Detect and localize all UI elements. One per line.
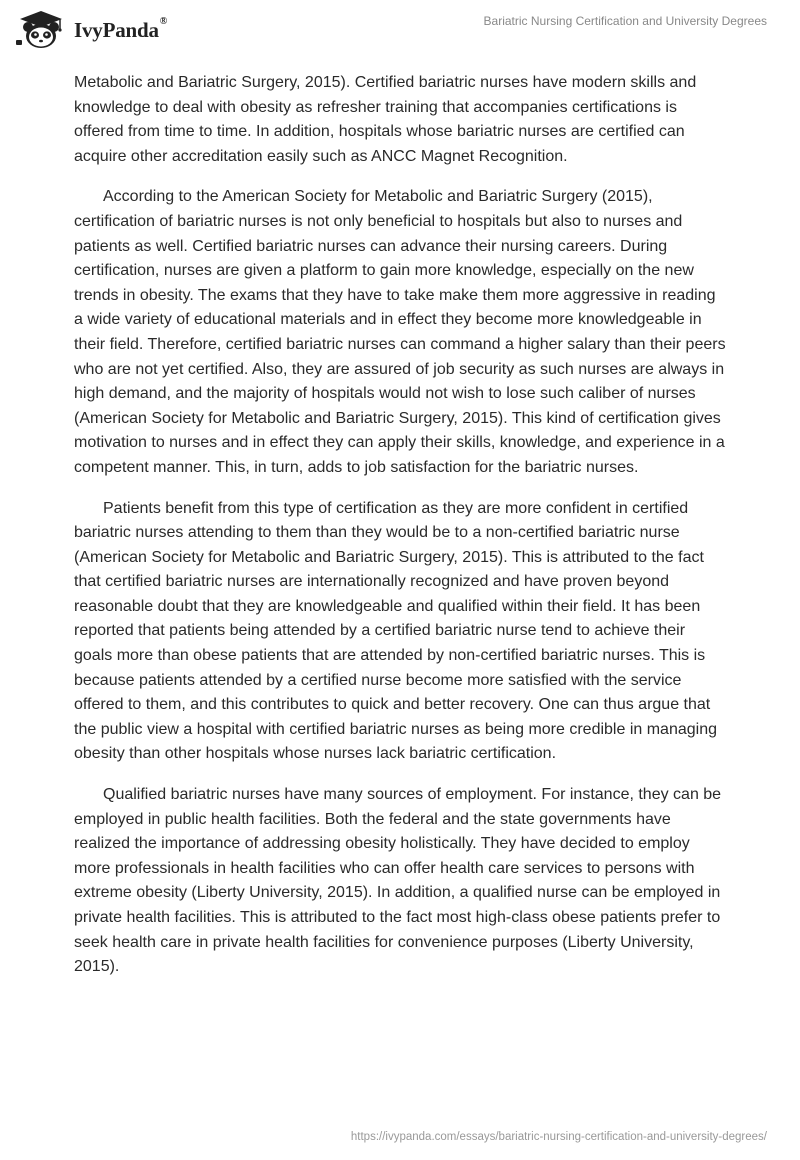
document-title: Bariatric Nursing Certification and University Degrees: [483, 14, 767, 28]
paragraph: According to the American Society for Metabolic and Bariatric Surgery (2015), certification of bariatric nurses is not only beneficial to hospitals but also to nurses and patients as well. Certified bariatric nurses can advance their nursing careers. During certification, nurses are given a platform to gain more knowledge, especially on the new trends in obesity. The exams that they have to take make them more aggressive in reading a wide variety of educational materials and in effect they become more knowledgeable in their field. Therefore, certified bariatric nurses can command a higher salary than their peers who are not yet certified. Also, they are assured of job security as such nurses are always in high demand, and the majority of hospitals would not wish to lose such caliber of nurses (American Society for Metabolic and Bariatric Surgery, 2015). This kind of certification gives motivation to nurses and in effect they can apply their skills, knowledge, and experience in a competent manner. This, in turn, adds to job satisfaction for the bariatric nurses.: [74, 188, 726, 476]
brand-logo[interactable]: [14, 10, 167, 50]
paragraph: Qualified bariatric nurses have many sources of employment. For instance, they can be employed in public health facilities. Both the federal and the state governments have realized the importance of addressing obesity holistically. They have decided to employ more professionals in health facilities who can offer health care services to persons with extreme obesity (Liberty University, 2015). In addition, a qualified nurse can be employed in private health facilities. This is attributed to the fact most high-class obese patients prefer to seek health care in private health facilities for convenience purposes (Liberty University, 2015).: [74, 786, 722, 976]
paragraph: Patients benefit from this type of certification as they are more confident in certified bariatric nurses attending to them than they would be to a non-certified bariatric nurse (American Society for Metabolic and Bariatric Surgery, 2015). This is attributed to the fact that certified bariatric nurses are internationally recognized and have proven beyond reasonable doubt that they are knowledgeable and qualified within their field. It has been reported that patients being attended by a certified bariatric nurse tend to achieve their goals more than obese patients that are attended by non-certified bariatric nurses. This is because patients attended by a certified nurse become more satisfied with the service offered to them, and this contributes to quick and better recovery. One can thus argue that the public view a hospital with certified bariatric nurses as being more credible in managing obesity than other hospitals whose nurses lack bariatric certification.: [74, 499, 717, 763]
panda-graduate-icon: [14, 10, 68, 50]
source-url[interactable]: https://ivypanda.com/essays/bariatric-nursing-certification-and-university-degrees/: [350, 1131, 767, 1143]
brand-name: IvyPanda®: [74, 15, 168, 42]
essay-body: [74, 71, 726, 996]
page-header: [0, 0, 800, 60]
paragraph: Metabolic and Bariatric Surgery, 2015). Certified bariatric nurses have modern skills and knowledge to deal with obesity as refresher training that accompanies certifications is offered from time to time. In addition, hospitals whose bariatric nurses are certified can acquire other accreditation easily such as ANCC Magnet Recognition.: [74, 74, 697, 165]
